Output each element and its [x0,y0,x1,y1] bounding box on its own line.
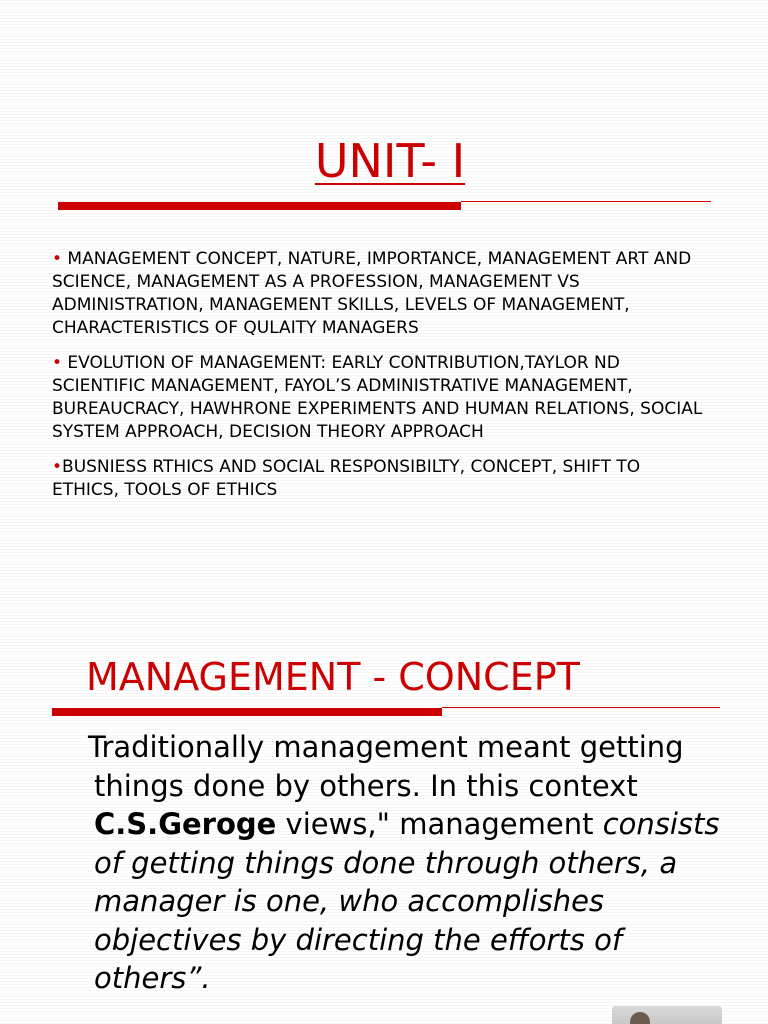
definition-paragraph [88,728,734,998]
author-photo [612,1006,722,1024]
list-item [52,456,712,502]
author-name: C.S.Geroge [94,807,277,841]
paragraph-text: views," management [276,807,603,841]
list-item [52,352,712,444]
definition-quote: consists of getting things done through others, a manager is one, who accomplishes objectives by directing the efforts of others”. [94,807,720,995]
list-item-text: BUSNIESS RTHICS AND SOCIAL RESPONSIBILTY, CONCEPT, SHIFT TO ETHICS, TOOLS OF ETHICS [52,457,641,500]
list-item-text: MANAGEMENT CONCEPT, NATURE, IMPORTANCE, MANAGEMENT ART AND SCIENCE, MANAGEMENT AS A PROFESSION, MANAGEMENT VS ADMINISTRATION, MANAGEMENT SKILLS, LEVELS OF MANAGEMENT, CHARACTERISTICS OF QULAITY MANAGERS [52,249,692,338]
title-rule-thin [442,707,720,708]
bullet-icon: • [52,353,63,373]
slide-title: UNIT- I [314,134,466,188]
bullet-icon: • [52,249,63,269]
list-item [52,248,712,340]
topic-list [52,248,712,514]
list-item-text: EVOLUTION OF MANAGEMENT: EARLY CONTRIBUTION,TAYLOR ND SCIENTIFIC MANAGEMENT, FAYOL’S ADMINISTRATIVE MANAGEMENT, BUREAUCRACY, HAWHRONE EXPERIMENTS AND HUMAN RELATIONS, SOCIAL SYSTEM APPROACH, DECISION THEORY APPROACH [52,353,703,442]
paragraph-text: Traditionally management meant getting things done by others. In this context [88,730,684,803]
title-rule-thick [58,202,461,210]
slide-title: MANAGEMENT - CONCEPT [86,655,580,699]
bullet-icon: • [52,457,63,477]
title-rule-thin [461,201,711,202]
title-rule-thick [52,708,442,716]
slide-management-concept [0,620,768,1024]
